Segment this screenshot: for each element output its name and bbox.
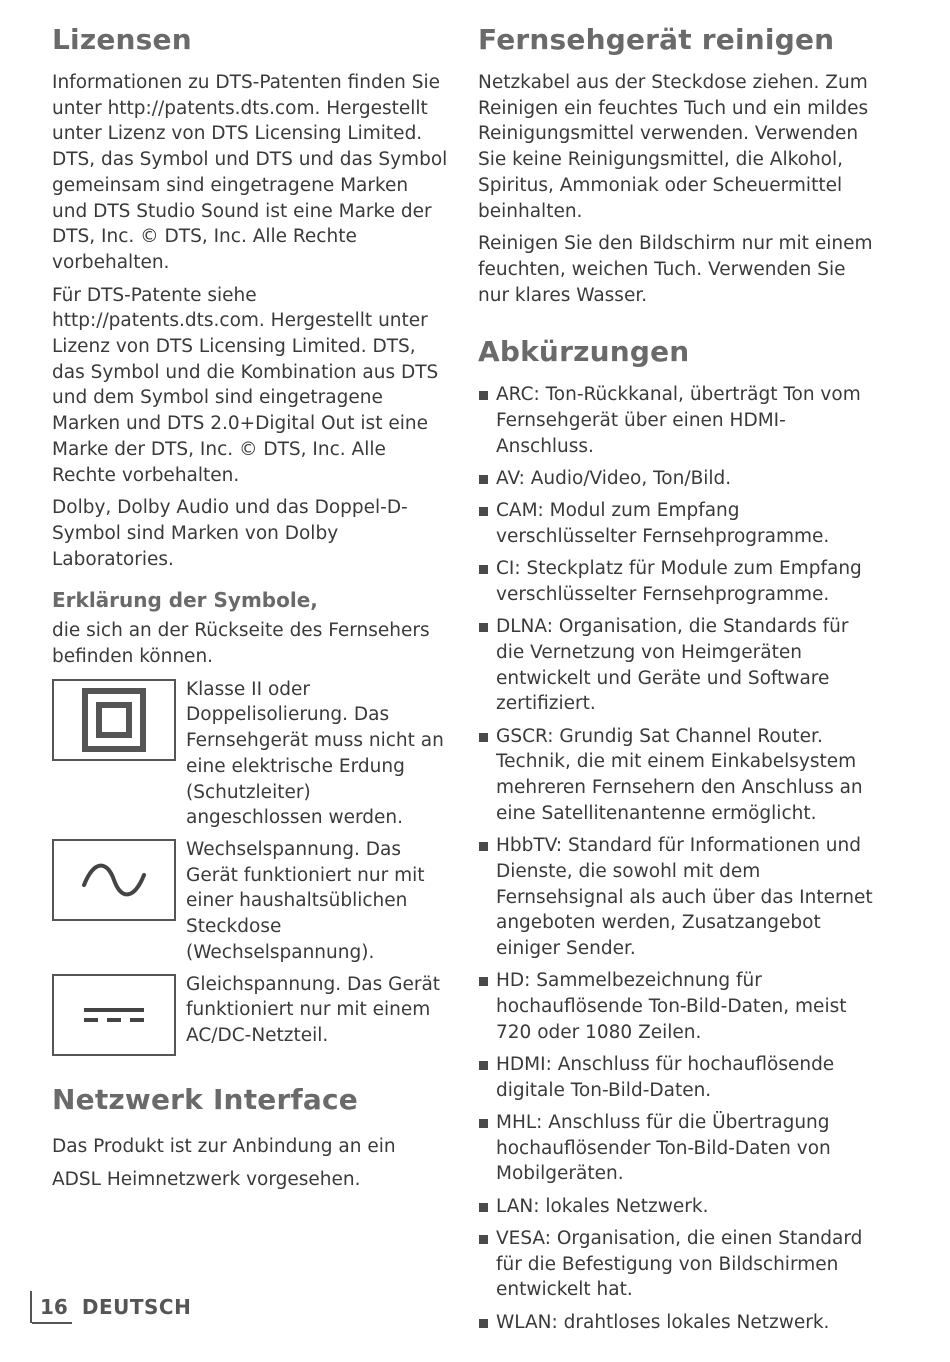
alternating-current-icon — [52, 839, 176, 921]
symbol-row-ac — [52, 837, 448, 966]
page-footer — [30, 1290, 191, 1324]
symbol-row-class-ii — [52, 677, 448, 831]
list-item: AV: Audio/Video, Ton/Bild. — [478, 466, 878, 492]
symbol-text-dc: Gleichspannung. Das Gerät funktioniert nur mit einem AC/DC-Netzteil. — [186, 973, 441, 1046]
heading-reinigen: Fernsehgerät reinigen — [478, 23, 835, 56]
footer-underline — [32, 1322, 72, 1324]
section-symbole — [52, 586, 448, 1055]
symbol-text-class-ii: Klasse II oder Doppelisolierung. Das Fernsehgerät muss nicht an eine elektrische Erdung (Schutzleiter) angeschlossen werden. — [186, 678, 444, 829]
right-column — [478, 22, 878, 1342]
lizensen-paragraph-3: Dolby, Dolby Audio und das Doppel-D-Symbol sind Marken von Dolby Laboratories. — [52, 497, 408, 570]
symbol-row-dc — [52, 972, 448, 1056]
symbole-intro: die sich an der Rückseite des Fernsehers befinden können. — [52, 620, 430, 668]
list-item: MHL: Anschluss für die Übertragung hochauflösender Ton-Bild-Daten von Mobilgeräten. — [478, 1110, 878, 1187]
double-insulation-icon — [52, 679, 176, 761]
list-item: HD: Sammelbezeichnung für hochauflösende Ton-Bild-Daten, meist 720 oder 1080 Zeilen. — [478, 968, 878, 1045]
lizensen-paragraph-1: Informationen zu DTS-Patenten finden Sie unter http://patents.dts.com. Hergestellt unter Lizenz von DTS Licensing Limited. DTS, das Symbol und DTS und das Symbol gemeinsam sind eingetragene Marken und DTS Studio Sound ist eine Marke der DTS, Inc. © DTS, Inc. Alle Rechte vorbehalten. — [52, 72, 448, 273]
list-item: GSCR: Grundig Sat Channel Router. Technik, die mit einem Einkabelsystem mehreren Fernsehern den Anschluss an eine Satellitenantenne ermöglicht. — [478, 724, 878, 827]
list-item: HbbTV: Standard für Informationen und Dienste, die sowohl mit dem Fernsehsignal als auch über das Internet angeboten werden, Zusatzangebot einiger Sender. — [478, 833, 878, 962]
section-lizensen — [52, 22, 448, 572]
section-abkuerzungen — [478, 334, 878, 1335]
netzwerk-text: Das Produkt ist zur Anbindung an ein ADSL Heimnetzwerk vorgesehen. — [52, 1135, 396, 1190]
direct-current-icon — [52, 974, 176, 1056]
list-item: CAM: Modul zum Empfang verschlüsselter Fernsehprogramme. — [478, 498, 878, 549]
symbol-text-ac: Wechselspannung. Das Gerät funktioniert nur mit einer haushaltsüblichen Steckdose (Wechselspannung). — [186, 838, 425, 963]
lizensen-paragraph-2: Für DTS-Patente siehe http://patents.dts.com. Hergestellt unter Lizenz von DTS Licensing Limited. DTS, das Symbol und die Kombination aus DTS und dem Symbol sind eingetragene Marken und DTS 2.0+Digital Out ist eine Marke der DTS, Inc. © DTS, Inc. Alle Rechte vorbehalten. — [52, 284, 439, 486]
list-item: VESA: Organisation, die einen Standard für die Befestigung von Bildschirmen entwickelt hat. — [478, 1226, 878, 1303]
list-item: ARC: Ton-Rückkanal, überträgt Ton vom Fernsehgerät über einen HDMI-Anschluss. — [478, 382, 878, 459]
list-item: WLAN: drahtloses lokales Netzwerk. — [478, 1310, 878, 1336]
list-item: LAN: lokales Netzwerk. — [478, 1194, 878, 1220]
reinigen-paragraph-1: Netzkabel aus der Steckdose ziehen. Zum Reinigen ein feuchtes Tuch und ein mildes Reinigungsmittel verwenden. Verwenden Sie keine Reinigungsmittel, die Alkohol, Spiritus, Ammoniak oder Scheuermittel beinhalten. — [478, 72, 869, 222]
reinigen-paragraph-2: Reinigen Sie den Bildschirm nur mit einem feuchten, weichen Tuch. Verwenden Sie nur klares Wasser. — [478, 233, 873, 306]
page-number: 16 — [40, 1295, 68, 1319]
footer-language: DEUTSCH — [81, 1295, 192, 1319]
list-item: DLNA: Organisation, die Standards für die Vernetzung von Heimgeräten entwickelt und Geräte und Software zertifiziert. — [478, 614, 878, 717]
heading-lizensen: Lizensen — [52, 23, 192, 56]
list-item: CI: Steckplatz für Module zum Empfang verschlüsselter Fernsehprogramme. — [478, 556, 878, 607]
heading-netzwerk: Netzwerk Interface — [52, 1082, 358, 1116]
section-netzwerk — [52, 1082, 448, 1196]
section-reinigen — [478, 22, 878, 308]
left-column — [52, 22, 448, 1203]
list-item: HDMI: Anschluss für hochauflösende digitale Ton-Bild-Daten. — [478, 1052, 878, 1103]
heading-symbole: Erklärung der Symbole, — [52, 588, 318, 613]
heading-abkuerzungen: Abkürzungen — [478, 335, 690, 369]
footer-divider — [30, 1291, 32, 1323]
abbreviation-list — [478, 382, 878, 1335]
